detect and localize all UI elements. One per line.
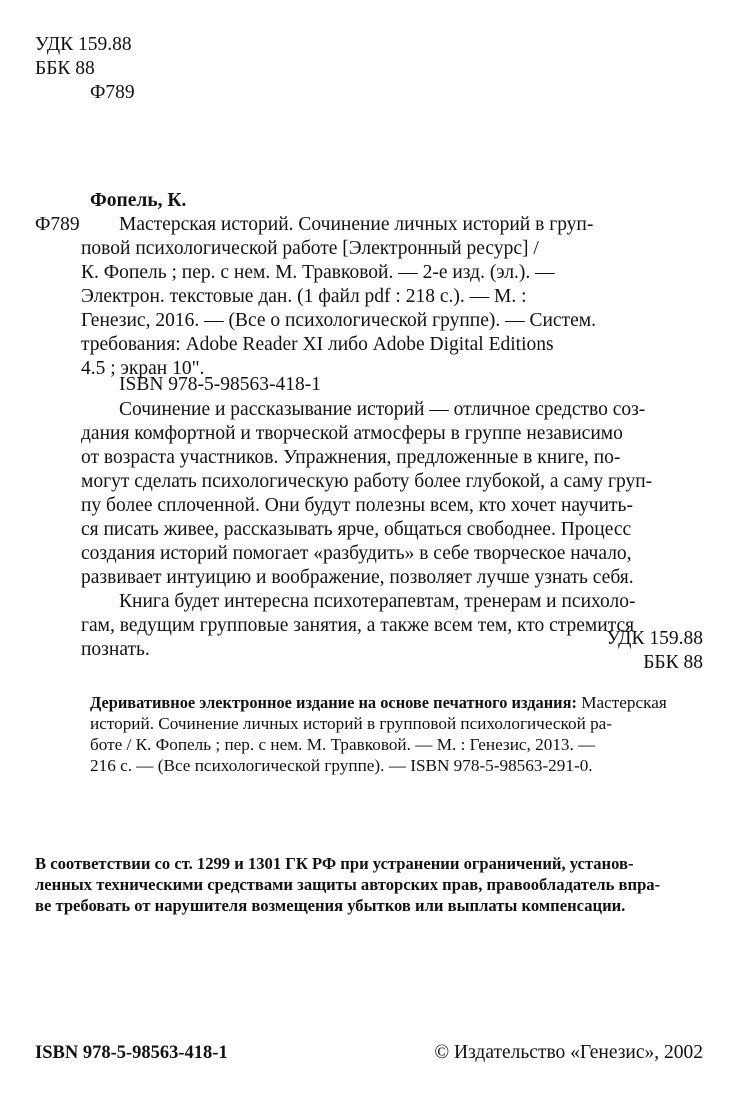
entry-bbk: ББК 88 xyxy=(643,652,703,673)
legal-notice xyxy=(35,853,703,916)
bib-line: Генезис, 2016. — (Все о психологической группе). — Систем. xyxy=(81,310,596,331)
footer-isbn: ISBN 978-5-98563-418-1 xyxy=(35,1043,228,1063)
annotation-line: могут сделать психологическую работу более глубокой, а саму груп- xyxy=(81,471,653,492)
annotation-line: Сочинение и рассказывание историй — отличное средство соз- xyxy=(119,399,646,420)
bib-line: повой психологической работе [Электронный ресурс] / xyxy=(81,238,539,259)
bib-line: Электрон. текстовые дан. (1 файл pdf : 218 с.). — М. : xyxy=(81,286,527,307)
bib-line: 4.5 ; экран 10". xyxy=(81,358,205,379)
entry-code: Ф789 xyxy=(35,214,80,235)
annotation-line: дания комфортной и творческой атмосферы в группе независимо xyxy=(81,423,623,444)
legal-line: В соответствии со ст. 1299 и 1301 ГК РФ при устранении ограничений, установ- xyxy=(35,854,634,873)
annotation-line: познать. xyxy=(81,639,150,660)
annotation-line: ся писать живее, рассказывать ярче, общаться свободнее. Процесс xyxy=(81,519,632,540)
derivative-line: боте / К. Фопель ; пер. с нем. М. Травковой. — М. : Генезис, 2013. — xyxy=(90,735,596,754)
bib-line: К. Фопель ; пер. с нем. М. Травковой. — 2-е изд. (эл.). — xyxy=(81,262,555,283)
annotation-line: от возраста участников. Упражнения, предложенные в книге, по- xyxy=(81,447,621,468)
derivative-lead: Деривативное электронное издание на основе печатного издания: xyxy=(90,693,577,712)
bib-line: Мастерская историй. Сочинение личных историй в груп- xyxy=(119,214,594,235)
annotation-line: пу более сплоченной. Они будут полезны всем, кто хочет научить- xyxy=(81,495,633,516)
derivative-line: 216 с. — (Все психологической группе). — ISBN 978-5-98563-291-0. xyxy=(90,756,593,775)
annotation-line: создания историй помогает «разбудить» в себе творческое начало, xyxy=(81,543,632,564)
entry-udk: УДК 159.88 xyxy=(606,628,703,649)
legal-line: ве требовать от нарушителя возмещения убытков или выплаты компенсации. xyxy=(35,896,626,915)
header-bbk: ББК 88 xyxy=(35,58,95,79)
bib-line: требования: Adobe Reader XI либо Adobe Digital Editions xyxy=(81,334,554,355)
bibliographic-description xyxy=(81,213,703,381)
derivative-title: Мастерская xyxy=(576,693,667,712)
derivative-note xyxy=(90,692,704,776)
annotation xyxy=(81,398,703,662)
legal-line: ленных техническими средствами защиты авторских прав, правообладатель впра- xyxy=(35,875,661,894)
annotation-line: Книга будет интересна психотерапевтам, тренерам и психоло- xyxy=(119,591,636,612)
derivative-line: историй. Сочинение личных историй в групповой психологической ра- xyxy=(90,714,613,733)
header-author-code: Ф789 xyxy=(90,82,135,103)
entry-isbn: ISBN 978-5-98563-418-1 xyxy=(119,374,322,395)
footer-copyright: © Издательство «Генезис», 2002 xyxy=(434,1042,703,1063)
annotation-line: гам, ведущим групповые занятия, а также всем тем, кто стремится xyxy=(81,615,635,636)
derivative-line xyxy=(90,692,704,713)
header-udk: УДК 159.88 xyxy=(35,34,132,55)
annotation-line: развивает интуицию и воображение, позволяет лучше узнать себя. xyxy=(81,567,634,588)
entry-author: Фопель, К. xyxy=(90,190,187,211)
